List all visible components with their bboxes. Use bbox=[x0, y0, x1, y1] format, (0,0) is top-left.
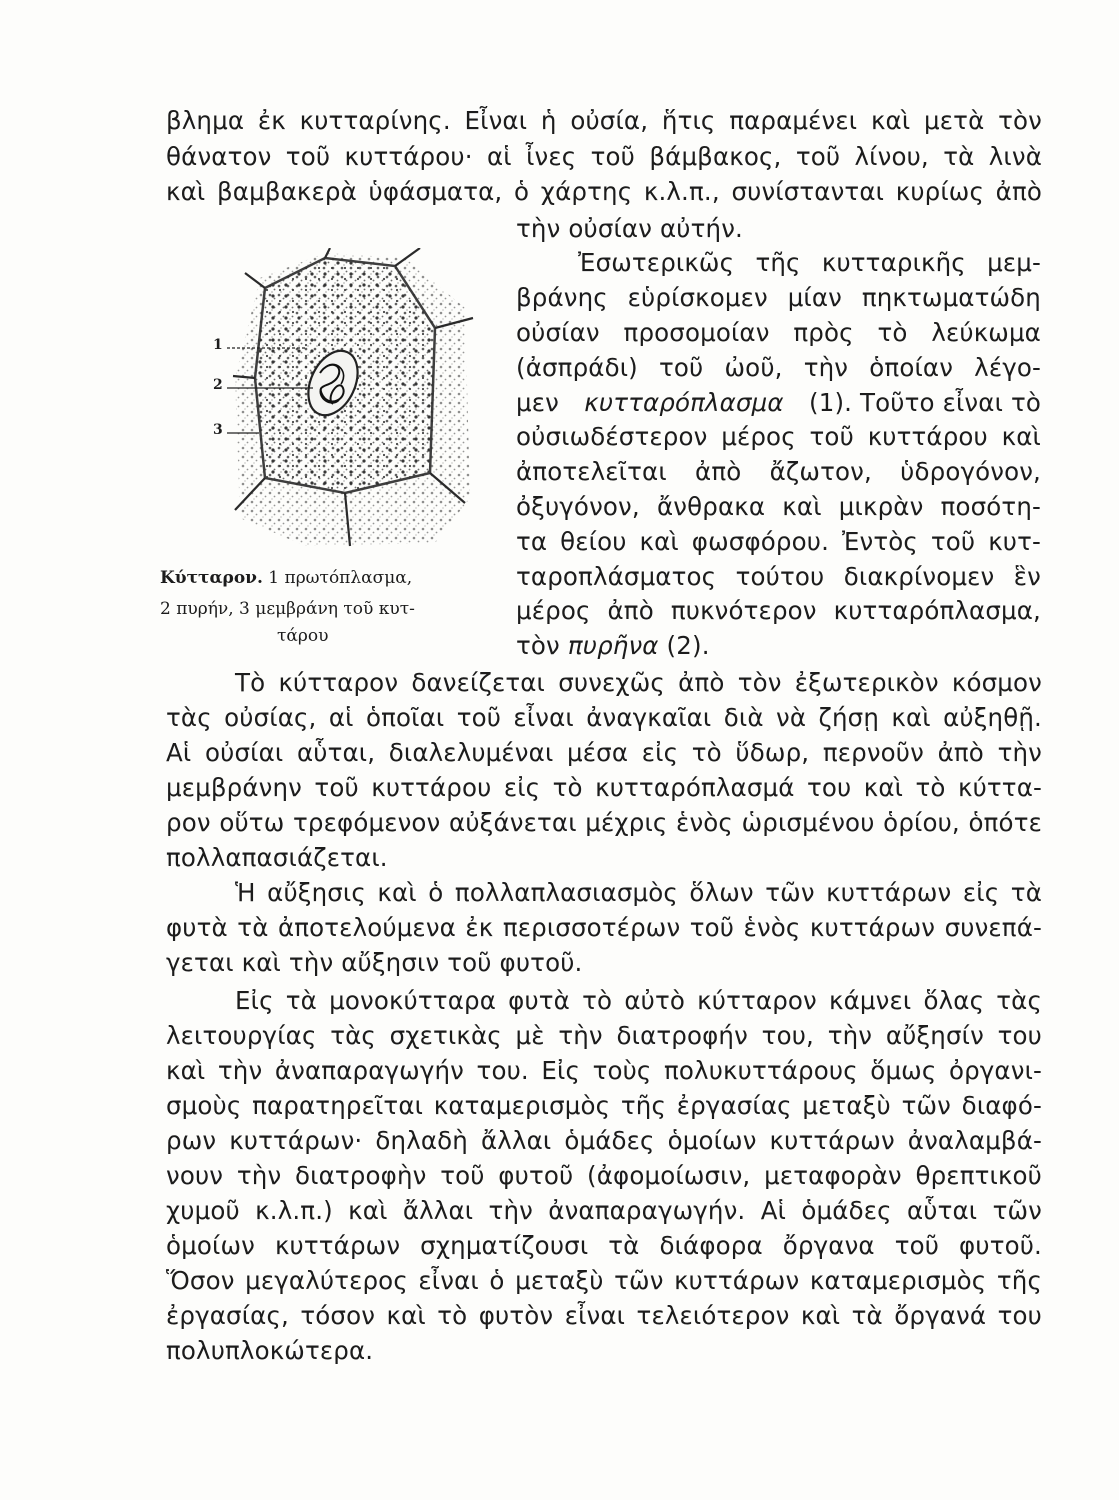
text-line: Ὅσον μεγαλύτερος εἶναι ὁ μεταξὺ τῶν κυττάρων καταμερισμὸς τῆς bbox=[166, 1266, 1042, 1295]
paragraph-start: Τὸ κύτταρον δανείζεται συνεχῶς ἀπὸ τὸν ἐξωτερικὸν κόσμον bbox=[235, 668, 1042, 697]
caption-title: Κύτταρον. bbox=[160, 568, 263, 588]
text-line: ἐργασίας, τόσον καὶ τὸ φυτὸν εἶναι τελειότερον καὶ τὰ ὄργανά του bbox=[166, 1301, 1042, 1330]
paragraph-start: Εἰς τὰ μονοκύτταρα φυτὰ τὸ αὐτὸ κύτταρον κάμνει ὅλας τὰς bbox=[235, 986, 1042, 1015]
text-line-with-term bbox=[516, 386, 1041, 420]
term-nucleus: πυρῆνα bbox=[567, 631, 659, 660]
paragraph-start: Ἡ αὔξησις καὶ ὁ πολλαπλασιασμὸς ὅλων τῶν κυττάρων εἰς τὰ bbox=[235, 878, 1042, 907]
text-line: βλημα ἐκ κυτταρίνης. Εἶναι ἡ οὐσία, ἥτις παραμένει καὶ μετὰ τὸν bbox=[166, 106, 1042, 135]
figure-label-2: 2 bbox=[213, 377, 223, 393]
text-line: (ἀσπράδι) τοῦ ὠοῦ, τὴν ὁποίαν λέγο- bbox=[516, 353, 1041, 382]
figure-caption-line: 2 πυρήν, 3 μεμβράνη τοῦ κυτ- bbox=[160, 599, 415, 619]
text-line: ρον οὕτω τρεφόμενον αὐξάνεται μέχρις ἑνὸς ὡρισμένου ὁρίου, ὁπότε bbox=[166, 808, 1042, 837]
text-line: μέρος ἀπὸ πυκνότερον κυτταρόπλασμα, bbox=[516, 596, 1041, 625]
text-line: ἀποτελεῖται ἀπὸ ἄζωτον, ὑδρογόνον, bbox=[516, 457, 1041, 486]
text-line: χυμοῦ κ.λ.π.) καὶ ἄλλαι τὴν ἀναπαραγωγήν. Αἱ ὁμάδες αὗται τῶν bbox=[166, 1196, 1042, 1225]
figure-caption-line bbox=[160, 566, 500, 590]
text-line: φυτὰ τὰ ἀποτελούμενα ἐκ περισσοτέρων τοῦ ἑνὸς κυττάρων συνεπά- bbox=[166, 913, 1042, 942]
text-line: θάνατον τοῦ κυττάρου· αἱ ἶνες τοῦ βάμβακος, τοῦ λίνου, τὰ λινὰ bbox=[166, 142, 1042, 171]
text-line: τα θείου καὶ φωσφόρου. Ἐντὸς τοῦ κυτ- bbox=[516, 527, 1041, 556]
text-fragment: (2). bbox=[666, 631, 710, 660]
text-line: καὶ τὴν ἀναπαραγωγήν του. Εἰς τοὺς πολυκυττάρους ὅμως ὀργανι- bbox=[166, 1056, 1042, 1085]
text-fragment: μεν bbox=[516, 388, 559, 417]
text-line: τὰς οὐσίας, αἱ ὁποῖαι τοῦ εἶναι ἀναγκαῖαι διὰ νὰ ζήσῃ καὶ αὐξηθῇ. bbox=[166, 703, 1042, 732]
text-line: καὶ βαμβακερὰ ὑφάσματα, ὁ χάρτης κ.λ.π., συνίστανται κυρίως ἀπὸ bbox=[166, 177, 1042, 206]
text-line: ταροπλάσματος τούτου διακρίνομεν ἓν bbox=[516, 562, 1041, 591]
text-line: ρων κυττάρων· δηλαδὴ ἄλλαι ὁμάδες ὁμοίων κυττάρων ἀναλαμβά- bbox=[166, 1126, 1042, 1155]
cell-illustration bbox=[205, 248, 475, 548]
text-line: σμοὺς παρατηρεῖται καταμερισμὸς τῆς ἐργασίας μεταξὺ τῶν διαφό- bbox=[166, 1091, 1042, 1120]
paragraph-start: Ἐσωτερικῶς τῆς κυτταρικῆς μεμ- bbox=[578, 248, 1041, 277]
figure-label-3: 3 bbox=[213, 422, 223, 438]
text-line: πολλαπασιάζεται. bbox=[166, 843, 388, 872]
text-line: πολυπλοκώτερα. bbox=[166, 1336, 374, 1365]
text-fragment: τὸν bbox=[516, 631, 560, 660]
text-line: Αἱ οὐσίαι αὗται, διαλελυμέναι μέσα εἰς τὸ ὕδωρ, περνοῦν ἀπὸ τὴν bbox=[166, 738, 1042, 767]
text-line: νουν τὴν διατροφὴν τοῦ φυτοῦ (ἀφομοίωσιν, μεταφορὰν θρεπτικοῦ bbox=[166, 1161, 1042, 1190]
text-line: ὁμοίων κυττάρων σχηματίζουσι τὰ διάφορα ὄργανα τοῦ φυτοῦ. bbox=[166, 1231, 1042, 1260]
cell-drawing bbox=[205, 248, 475, 548]
text-fragment: (1). Τοῦτο εἶναι τὸ bbox=[809, 388, 1041, 417]
term-cytoplasm: κυτταρόπλασμα bbox=[584, 388, 784, 417]
figure-label-1: 1 bbox=[213, 337, 223, 353]
text-line: οὐσιωδέστερον μέρος τοῦ κυττάρου καὶ bbox=[516, 422, 1041, 451]
figure-caption-line: τάρου bbox=[277, 626, 329, 646]
text-line: γεται καὶ τὴν αὔξησιν τοῦ φυτοῦ. bbox=[166, 948, 583, 977]
text-line: λειτουργίας τὰς σχετικὰς μὲ τὴν διατροφήν του, τὴν αὔξησίν του bbox=[166, 1021, 1042, 1050]
caption-text: 1 πρωτόπλασμα, bbox=[268, 568, 413, 588]
text-line: οὐσίαν προσομοίαν πρὸς τὸ λεύκωμα bbox=[516, 318, 1041, 347]
text-line: ὀξυγόνον, ἄνθρακα καὶ μικρὰν ποσότη- bbox=[516, 492, 1041, 521]
text-line: μεμβράνην τοῦ κυττάρου εἰς τὸ κυτταρόπλασμά του καὶ τὸ κύττα- bbox=[166, 773, 1042, 802]
text-line: βράνης εὑρίσκομεν μίαν πηκτωματώδη bbox=[516, 283, 1041, 312]
text-line: τὴν οὐσίαν αὐτήν. bbox=[516, 214, 743, 243]
